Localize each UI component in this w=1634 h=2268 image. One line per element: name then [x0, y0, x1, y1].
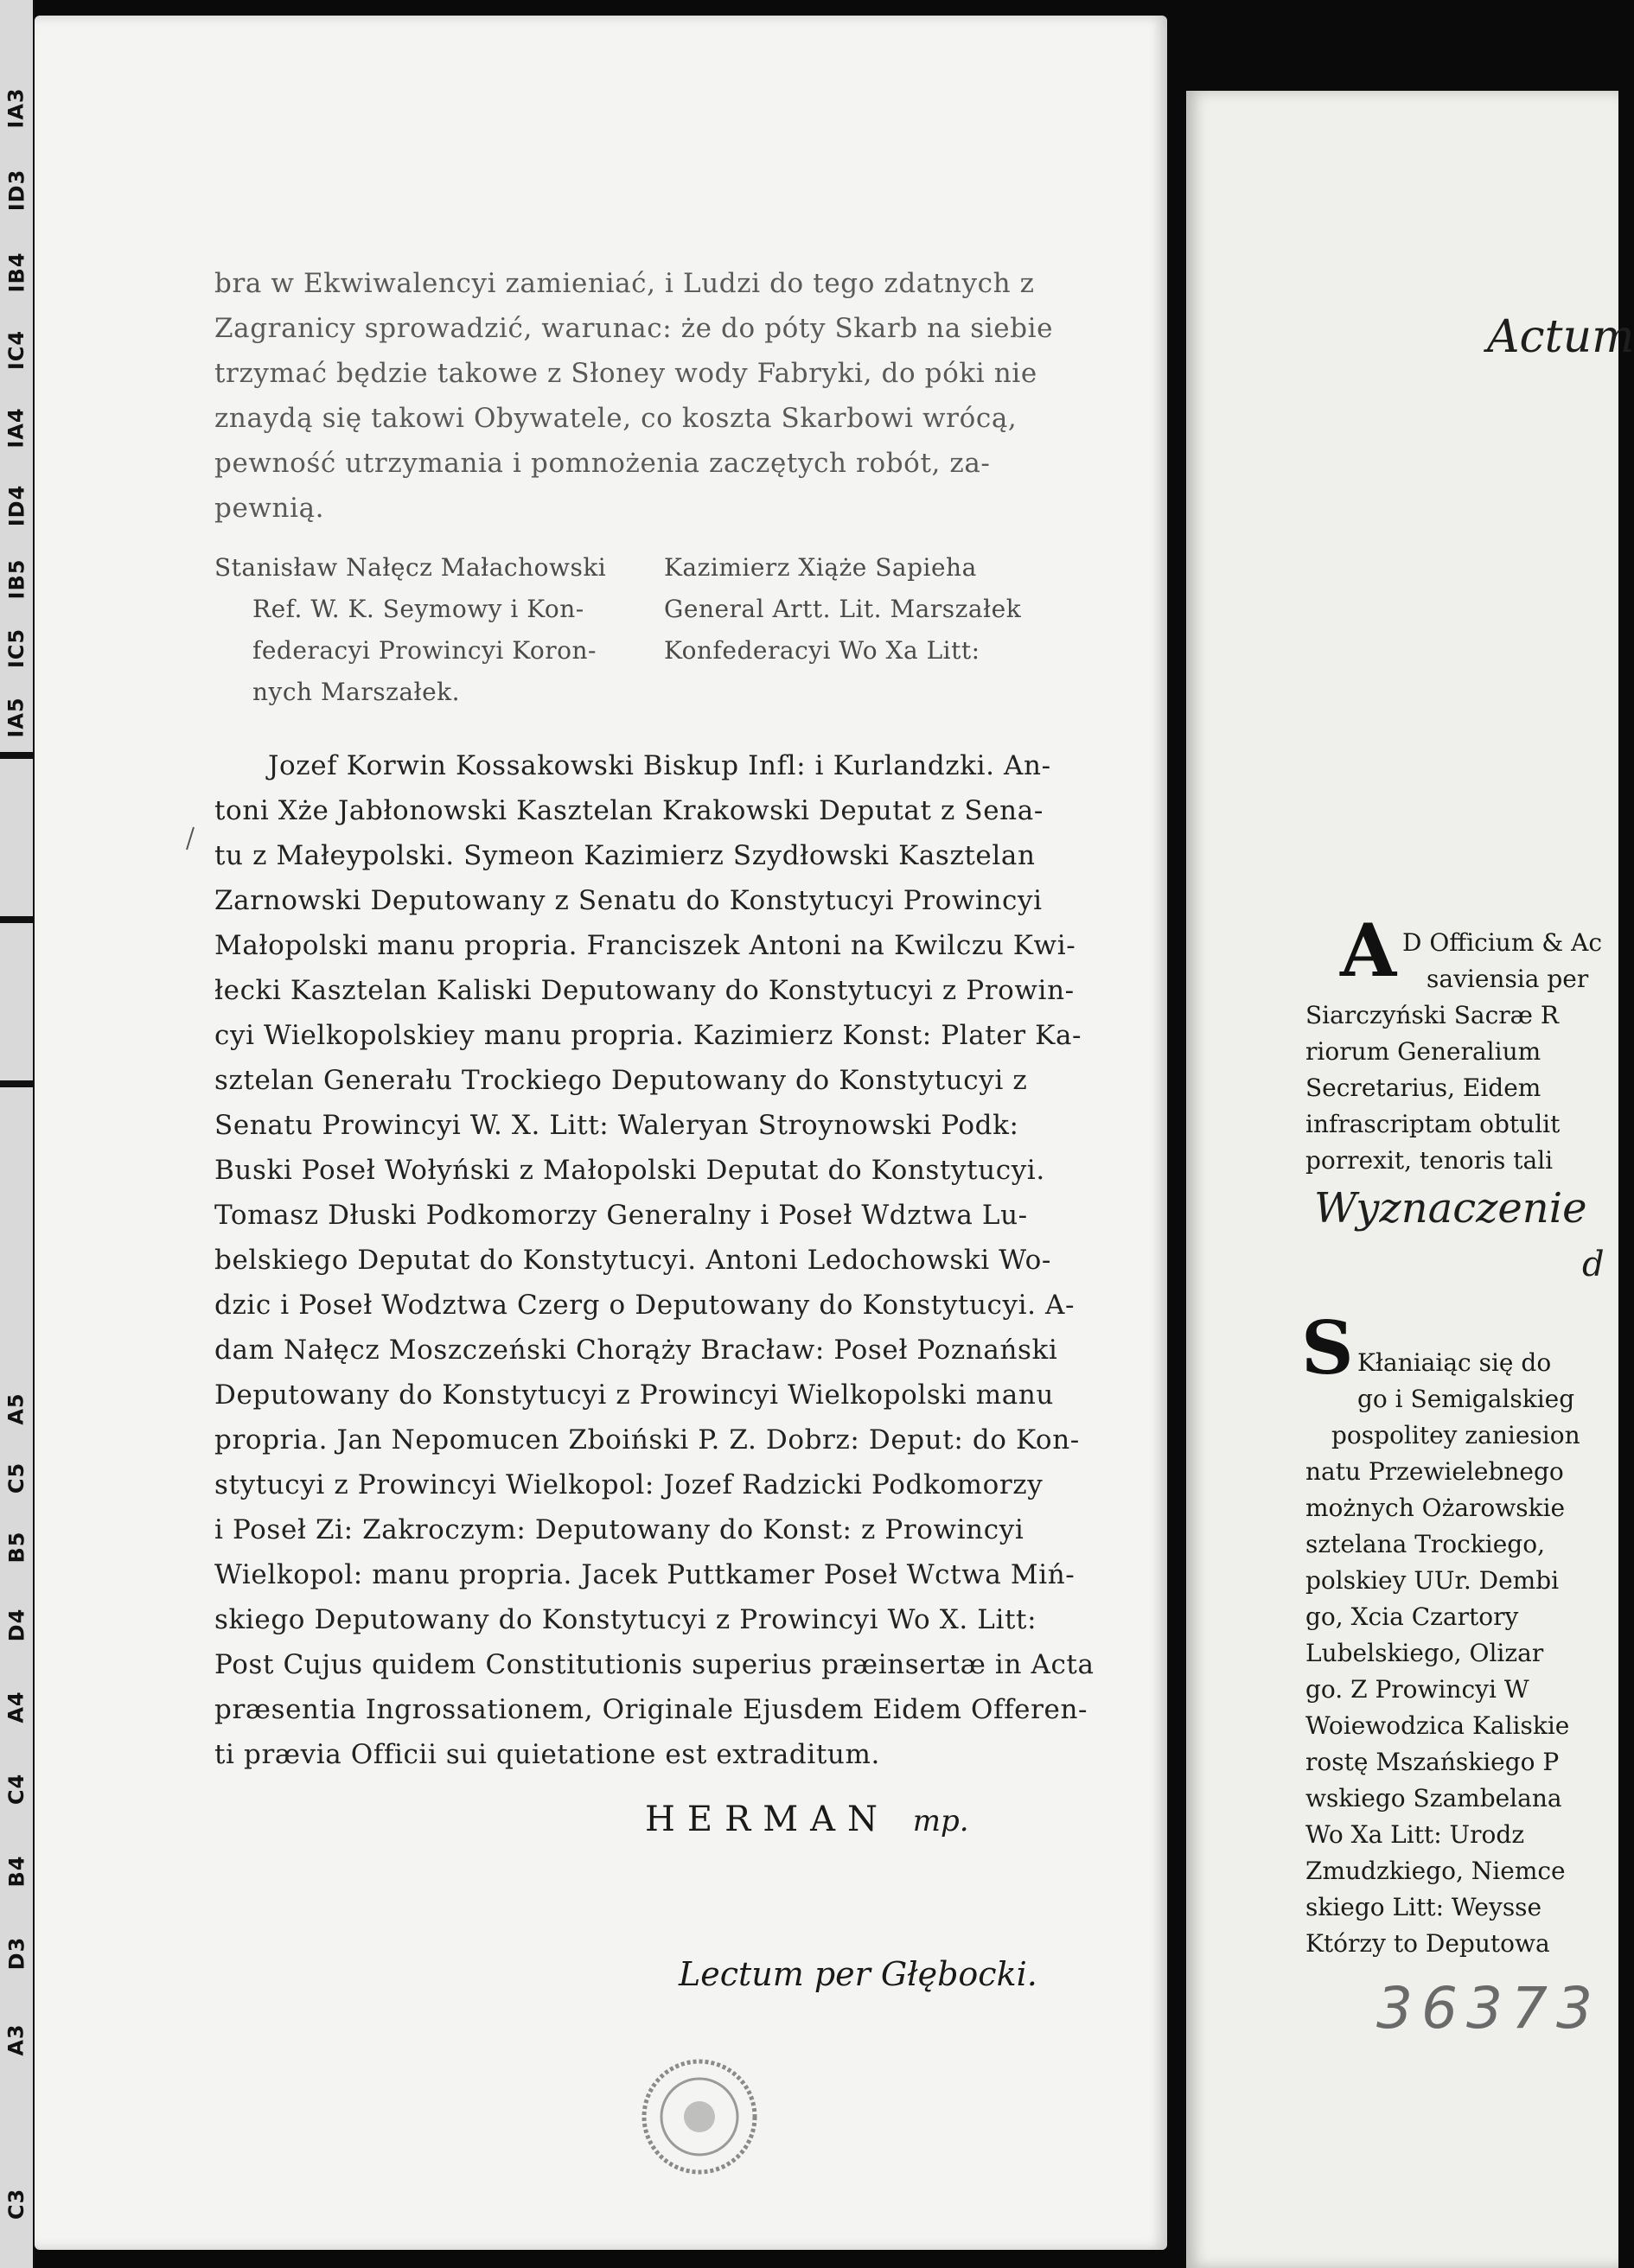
strip-label: [0, 82, 33, 134]
strip-label: D4: [4, 1608, 29, 1642]
text-line: polskiey UUr. Dembi: [1305, 1566, 1560, 1595]
text-line: Zarnowski Deputowany z Senatu do Konstytucyi Prowincyi: [214, 885, 1043, 916]
library-stamp-icon: [635, 2053, 763, 2181]
strip-label-text: IA3: [4, 87, 29, 129]
text-line: Woiewodzica Kaliskie: [1305, 1711, 1570, 1740]
text-line: sztelan Generału Trockiego Deputowany do Konstytucyi z: [214, 1065, 1028, 1096]
strip-label: B5: [4, 1531, 29, 1564]
strip-label: IB5: [4, 558, 29, 600]
strip-label: IA5: [4, 697, 29, 738]
text-line: Siarczyński Sacræ R: [1305, 1001, 1559, 1029]
text-line: riorum Generalium: [1305, 1037, 1541, 1066]
text-line: toni Xże Jabłonowski Kasztelan Krakowski Deputat z Sena-: [214, 795, 1044, 826]
text-line: i Poseł Zi: Zakroczym: Deputowany do Konst: z Prowincyi: [214, 1514, 1024, 1545]
strip-label: C5: [4, 1462, 29, 1494]
text-line: Którzy to Deputowa: [1305, 1929, 1550, 1958]
text-line: go. Z Prowincyi W: [1305, 1675, 1529, 1704]
text-line: porrexit, tenoris tali: [1305, 1146, 1554, 1175]
text-line: belskiego Deputat do Konstytucyi. Antoni Ledochowski Wo-: [214, 1245, 1051, 1276]
text-line: Post Cujus quidem Constitutionis superius præinsertæ in Acta: [214, 1649, 1095, 1680]
lectum-note: Lectum per Głębocki.: [679, 1955, 1037, 1993]
text-line: trzymać będzie takowe z Słoney wody Fabryki, do póki nie: [214, 358, 1037, 389]
right-title-tail: d: [1582, 1245, 1605, 1284]
signatory-line: federacyi Prowincyi Koron-: [252, 636, 597, 665]
text-line: Wielkopol: manu propria. Jacek Puttkamer Poseł Wctwa Miń-: [214, 1559, 1076, 1590]
margin-mark-icon: [182, 825, 199, 851]
text-line: rostę Mszańskiego P: [1305, 1748, 1560, 1776]
text-line: tu z Małeypolski. Symeon Kazimierz Szydłowski Kasztelan: [214, 840, 1036, 871]
strip-label: D3: [4, 1936, 29, 1971]
text-line: łecki Kasztelan Kaliski Deputowany do Konstytucyi z Prowin-: [214, 975, 1075, 1006]
signatory-line: Ref. W. K. Seymowy i Kon-: [252, 595, 584, 623]
strip-label: C4: [4, 1773, 29, 1806]
text-line: Zagranicy sprowadzić, warunac: że do póty Skarb na siebie: [214, 313, 1054, 344]
text-line: pewnią.: [214, 493, 325, 524]
text-line: stytucyi z Prowincyi Wielkopol: Jozef Radzicki Podkomorzy: [214, 1469, 1044, 1500]
dropcap-a: A: [1340, 908, 1397, 993]
herman-signature: [645, 1800, 969, 1839]
text-line: Secretarius, Eidem: [1305, 1073, 1541, 1102]
strip-label: IC5: [4, 628, 29, 669]
signatory-line: Konfederacyi Wo Xa Litt:: [664, 636, 980, 665]
strip-label: C3: [4, 2188, 29, 2220]
text-line: znaydą się takowi Obywatele, co koszta Skarbowi wrócą,: [214, 403, 1018, 434]
text-line: go, Xcia Czartory: [1305, 1602, 1519, 1631]
signatory-line: General Artt. Lit. Marszałek: [664, 595, 1022, 623]
text-line: Deputowany do Konstytucyi z Prowincyi Wielkopolski manu: [214, 1379, 1054, 1411]
text-line: bra w Ekwiwalencyi zamieniać, i Ludzi do tego zdatnych z: [214, 268, 1035, 299]
herman-suffix: mp.: [912, 1804, 969, 1838]
signatory-line: nych Marszałek.: [252, 678, 461, 706]
text-line: Lubelskiego, Olizar: [1305, 1639, 1544, 1667]
herman-name: HERMAN: [645, 1800, 890, 1839]
text-line: saviensia per: [1427, 965, 1589, 993]
strip-label: B4: [4, 1855, 29, 1888]
text-line: Jozef Korwin Kossakowski Biskup Infl: i Kurlandzki. An-: [268, 750, 1051, 781]
signatory-line: Kazimierz Xiąże Sapieha: [664, 553, 977, 582]
strip-label: ID4: [4, 484, 29, 527]
text-line: Wo Xa Litt: Urodz: [1305, 1820, 1525, 1849]
text-line: sztelana Trockiego,: [1305, 1530, 1545, 1558]
strip-label: A4: [4, 1691, 29, 1723]
text-line: możnych Ożarowskie: [1305, 1494, 1566, 1522]
strip-label: A5: [4, 1392, 29, 1425]
text-line: wskiego Szambelana: [1305, 1784, 1562, 1812]
strip-label: IA4: [4, 407, 29, 449]
text-line: Kłaniaiąc się do: [1357, 1348, 1552, 1377]
text-line: pospolitey zaniesion: [1331, 1421, 1580, 1449]
strip-label: ID3: [4, 169, 29, 212]
text-line: cyi Wielkopolskiey manu propria. Kazimierz Konst: Plater Ka-: [214, 1020, 1082, 1051]
right-heading: Actum: [1487, 311, 1634, 363]
dropcap-s: S: [1301, 1305, 1354, 1391]
strip-label: A3: [4, 2023, 29, 2056]
text-line: go i Semigalskieg: [1357, 1385, 1575, 1413]
text-line: Tomasz Dłuski Podkomorzy Generalny i Poseł Wdztwa Lu-: [214, 1200, 1028, 1231]
scanner-color-strip: [0, 0, 35, 2268]
text-line: natu Przewielebnego: [1305, 1457, 1564, 1486]
text-line: Zmudzkiego, Niemce: [1305, 1857, 1566, 1885]
text-line: præsentia Ingrossationem, Originale Ejusdem Eidem Offeren-: [214, 1694, 1088, 1725]
strip-label: IB4: [4, 252, 29, 293]
text-line: pewność utrzymania i pomnożenia zaczętych robót, za-: [214, 448, 991, 479]
text-line: Buski Poseł Wołyński z Małopolski Deputat do Konstytucyi.: [214, 1155, 1045, 1186]
text-line: skiego Litt: Weysse: [1305, 1893, 1542, 1921]
text-line: Senatu Prowincyi W. X. Litt: Waleryan Stroynowski Podk:: [214, 1110, 1019, 1141]
right-title: Wyznaczenie: [1314, 1184, 1587, 1233]
strip-label: IC4: [4, 329, 29, 371]
text-line: Małopolski manu propria. Franciszek Antoni na Kwilczu Kwi-: [214, 930, 1076, 961]
text-line: skiego Deputowany do Konstytucyi z Prowincyi Wo X. Litt:: [214, 1604, 1037, 1635]
text-line: propria. Jan Nepomucen Zboiński P. Z. Dobrz: Deput: do Kon-: [214, 1424, 1080, 1456]
text-line: dzic i Poseł Wodztwa Czerg o Deputowany do Konstytucyi. A-: [214, 1290, 1076, 1321]
text-line: dam Nałęcz Moszczeński Chorąży Bracław: Poseł Poznański: [214, 1335, 1058, 1366]
signatory-line: Stanisław Nałęcz Małachowski: [214, 553, 607, 582]
text-line: D Officium & Ac: [1402, 928, 1602, 957]
handwritten-number: 36373: [1376, 1975, 1601, 2042]
text-line: ti prævia Officii sui quietatione est extraditum.: [214, 1739, 880, 1770]
text-line: infrascriptam obtulit: [1305, 1110, 1561, 1138]
